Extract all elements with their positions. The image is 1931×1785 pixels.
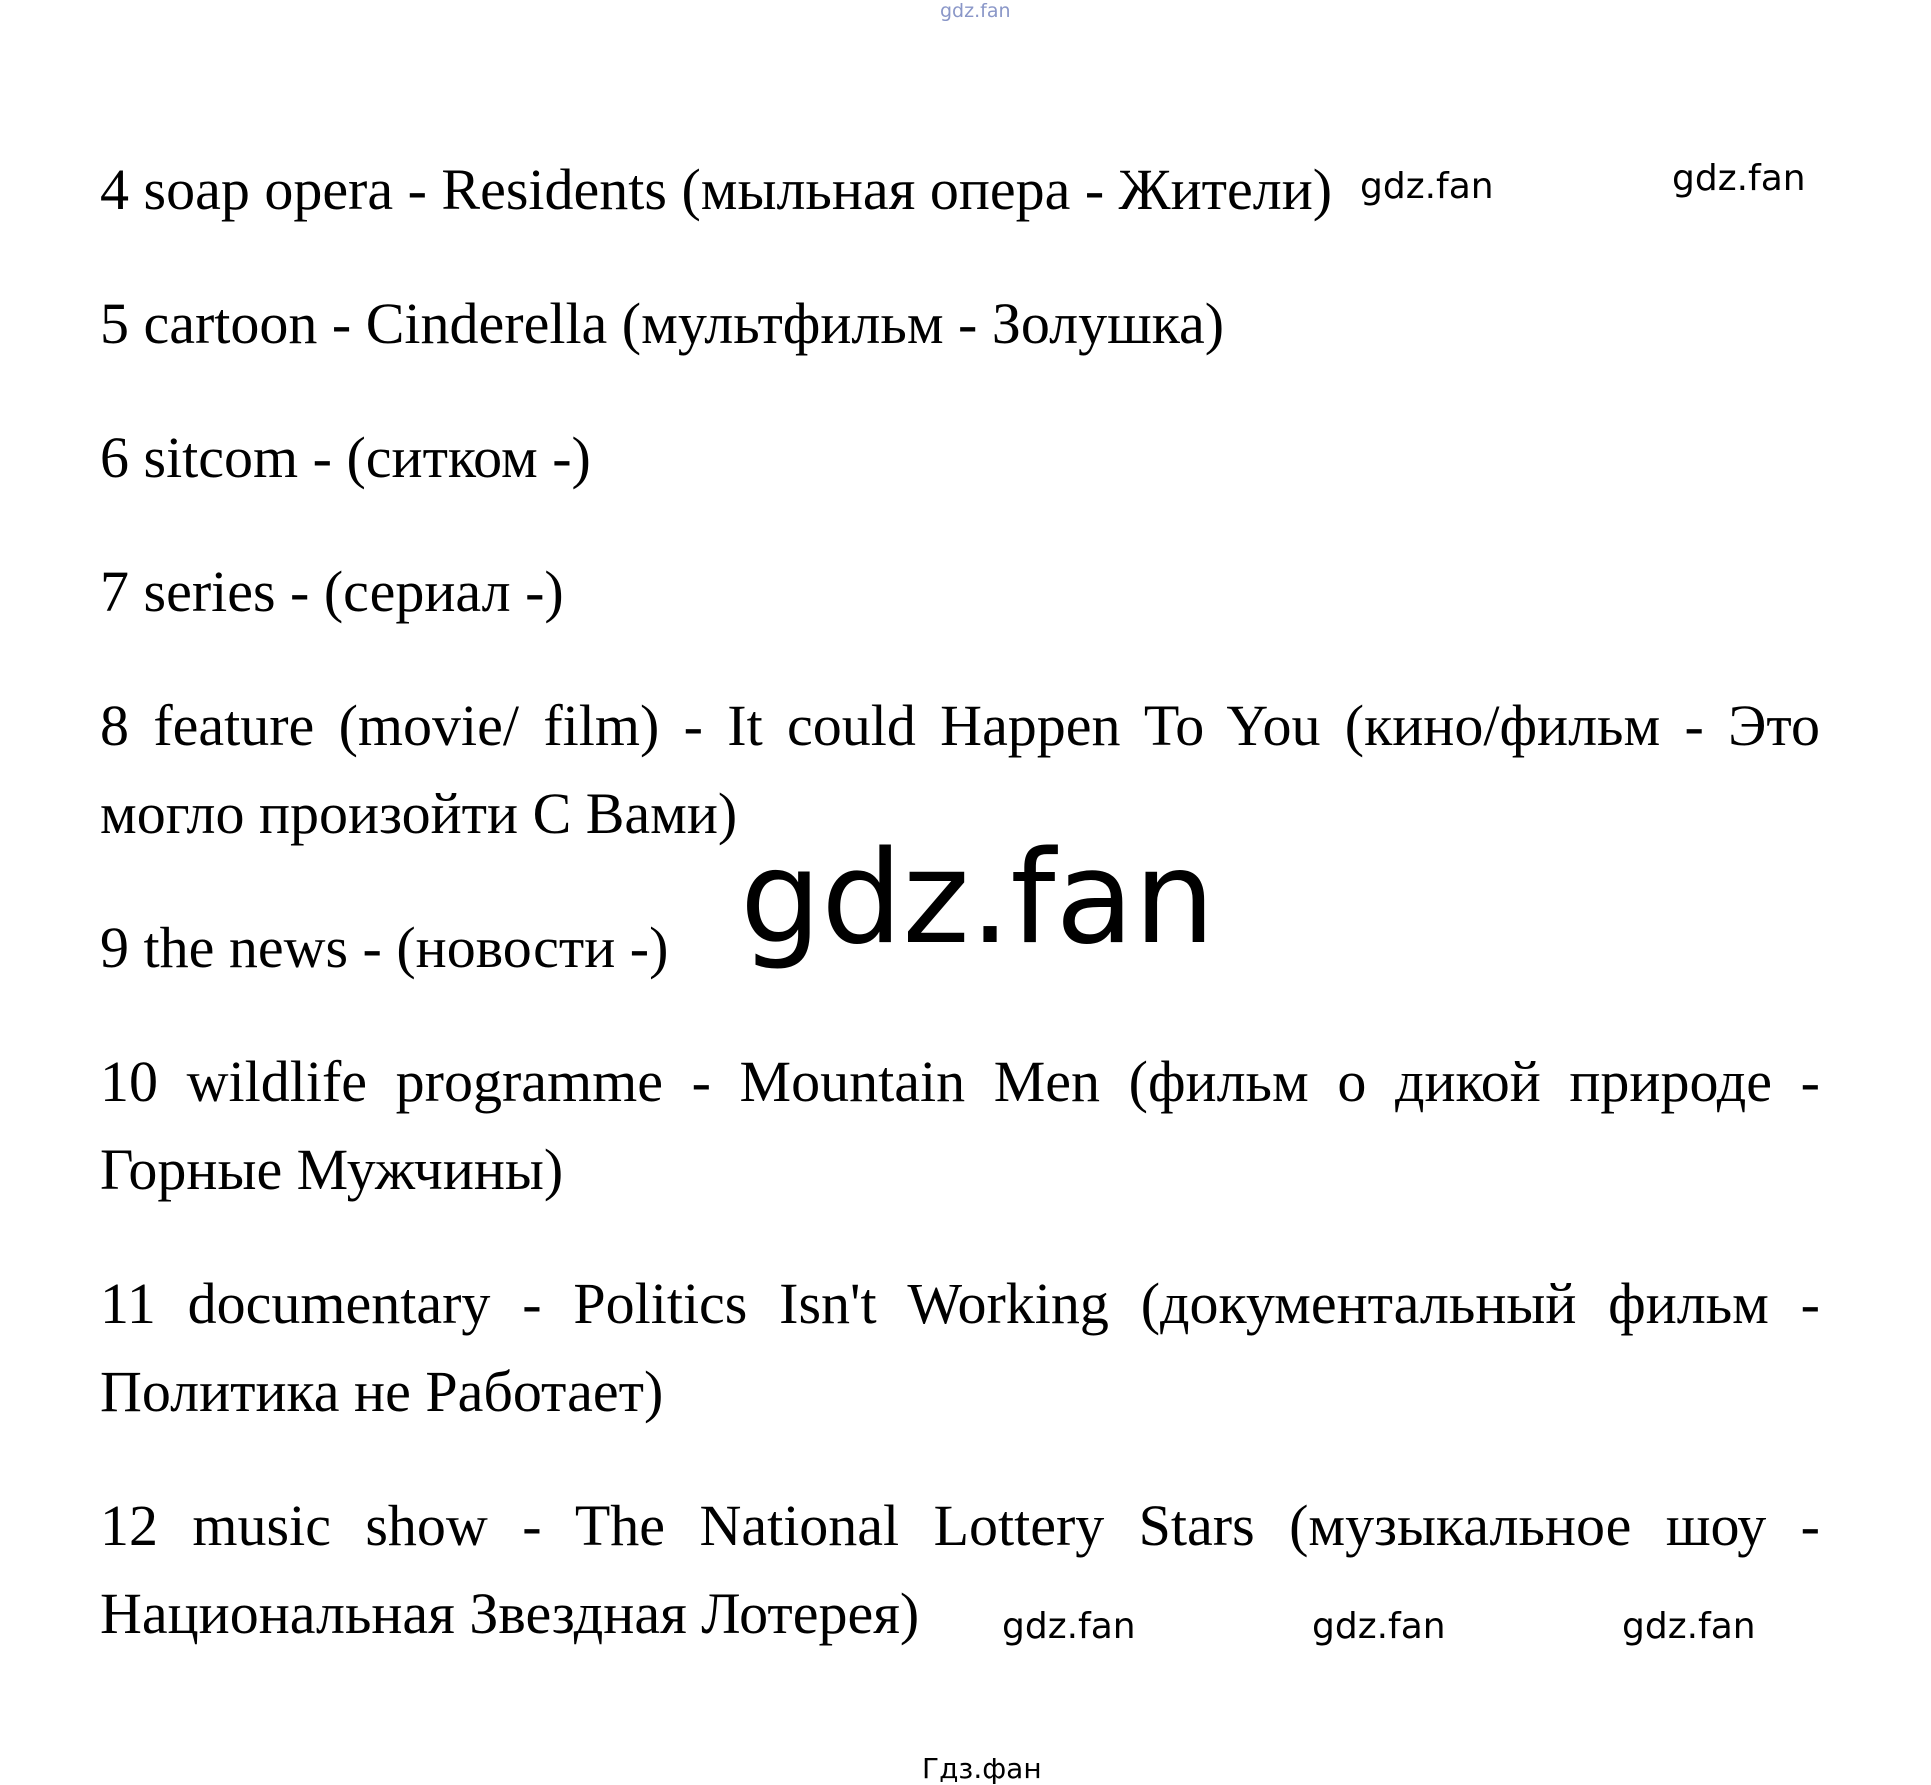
answer-item-4: 4 soap opera - Residents (мыльная опера - Жители) (100, 157, 1333, 222)
watermark-line1-right: gdz.fan (1672, 158, 1806, 199)
answer-item-5: 5 cartoon - Cinderella (мультфильм - Золушка) (100, 291, 1225, 356)
answer-item-12: 12 music show - The National Lottery Stars (музыкальное шоу - Национальная Звездная Лотерея) (100, 1493, 1820, 1646)
watermark-bottom-2: gdz.fan (1312, 1606, 1446, 1647)
answer-item-10: 10 wildlife programme - Mountain Men (фильм о дикой природе - Горные Мужчины) (100, 1049, 1820, 1202)
answer-item-8: 8 feature (movie/ film) - It could Happen To You (кино/фильм - Это могло произойти С Вами) (100, 693, 1820, 846)
answer-item-6: 6 sitcom - (ситком -) (100, 425, 591, 490)
answer-item-9: 9 the news - (новости -) (100, 915, 669, 980)
answer-item-7: 7 series - (сериал -) (100, 559, 564, 624)
watermark-center: gdz.fan (740, 824, 1215, 973)
footer-watermark: Гдз.фан (922, 1752, 1042, 1785)
answer-item-11: 11 documentary - Politics Isn't Working (документальный фильм - Политика не Работает) (100, 1271, 1820, 1424)
watermark-bottom-3: gdz.fan (1622, 1606, 1756, 1647)
watermark-bottom-1: gdz.fan (1002, 1606, 1136, 1647)
watermark-top: gdz.fan (940, 0, 1011, 22)
watermark-line1-inline: gdz.fan (1360, 166, 1494, 207)
